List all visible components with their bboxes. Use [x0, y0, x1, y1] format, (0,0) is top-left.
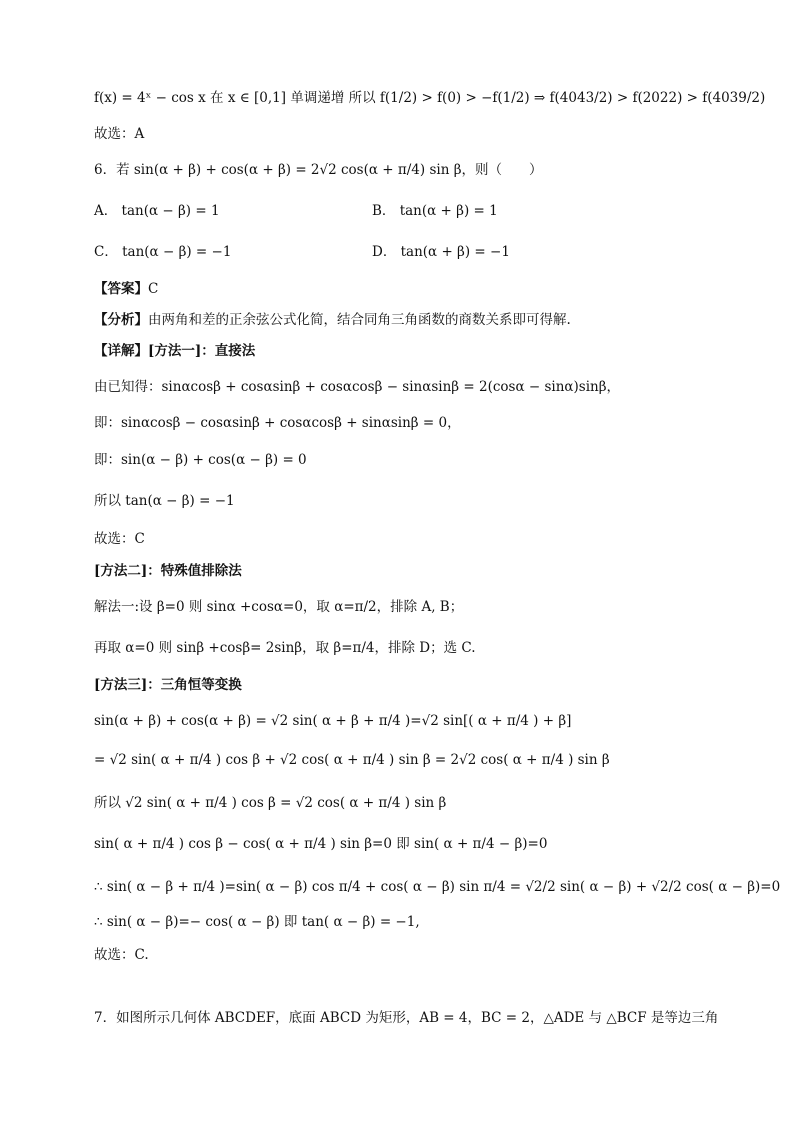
- analysis-text: 由两角和差的正余弦公式化简，结合同角三角函数的商数关系即可得解.: [148, 312, 571, 328]
- method-1-step-3: 即：sin(α − β) + cos(α − β) = 0: [94, 452, 307, 468]
- method-1-step-4: 所以 tan(α − β) = −1: [94, 493, 235, 509]
- method-3-title: [方法三]：三角恒等变换: [94, 677, 242, 693]
- option-d: D． tan(α + β) = −1: [372, 244, 510, 260]
- method-2-step-1: 解法一:设 β=0 则 sinα +cosα=0，取 α=π/2，排除 A, B；: [94, 599, 464, 615]
- method-3-step-2: = √2 sin( α + π/4 ) cos β + √2 cos( α + π/4 ) sin β = 2√2 cos( α + π/4 ) sin β: [94, 752, 610, 768]
- method-3-step-4: sin( α + π/4 ) cos β − cos( α + π/4 ) sin β=0 即 sin( α + π/4 − β)=0: [94, 836, 548, 852]
- method-3-step-6: ∴ sin( α − β)=− cos( α − β) 即 tan( α − β) = −1,: [94, 914, 420, 930]
- method-1-step-2: 即：sinαcosβ − cosαsinβ + cosαcosβ + sinαsinβ = 0，: [94, 415, 461, 431]
- method-3-step-1: sin(α + β) + cos(α + β) = √2 sin( α + β + π/4 )=√2 sin[( α + π/4 ) + β]: [94, 713, 572, 729]
- method-2-step-2: 再取 α=0 则 sinβ +cosβ= 2sinβ，取 β=π/4，排除 D；选 C.: [94, 640, 476, 656]
- method-3-conclusion: 故选：C.: [94, 947, 149, 963]
- method-3-step-3: 所以 √2 sin( α + π/4 ) cos β = √2 cos( α + π/4 ) sin β: [94, 795, 447, 811]
- prev-solution-line: f(x) = 4ˣ − cos x 在 x ∈ [0,1] 单调递增 所以 f(1/2) > f(0) > −f(1/2) ⇒ f(4043/2) > f(2022) > f(4039/2): [94, 90, 766, 106]
- detail-tag: 【详解】: [94, 343, 148, 359]
- question-7: 7．如图所示几何体 ABCDEF，底面 ABCD 为矩形，AB = 4，BC = 2，△ADE 与 △BCF 是等边三角: [94, 1010, 719, 1026]
- answer-line: [94, 279, 158, 299]
- option-c: C． tan(α − β) = −1: [94, 244, 232, 260]
- analysis-tag: 【分析】: [94, 312, 148, 328]
- method-1-title: [方法一]：直接法: [148, 343, 256, 359]
- method-1-step-1: 由已知得：sinαcosβ + cosαsinβ + cosαcosβ − sinαsinβ = 2(cosα − sinα)sinβ，: [94, 379, 621, 395]
- method-1-conclusion: 故选：C: [94, 531, 145, 547]
- question-6: 6．若 sin(α + β) + cos(α + β) = 2√2 cos(α + π/4) sin β，则（ ）: [94, 162, 543, 178]
- option-a: A． tan(α − β) = 1: [94, 203, 220, 219]
- analysis-line: [94, 310, 571, 330]
- method-3-step-5: ∴ sin( α − β + π/4 )=sin( α − β) cos π/4 + cos( α − β) sin π/4 = √2/2 sin( α − β) + √2/2 cos( α − β)=0: [94, 879, 781, 895]
- answer-tag: 【答案】: [94, 281, 148, 297]
- detail-line: [94, 341, 255, 361]
- prev-answer-line: 故选：A: [94, 126, 145, 142]
- answer-value: C: [148, 281, 159, 297]
- option-b: B． tan(α + β) = 1: [372, 203, 498, 219]
- method-2-title: [方法二]：特殊值排除法: [94, 563, 242, 579]
